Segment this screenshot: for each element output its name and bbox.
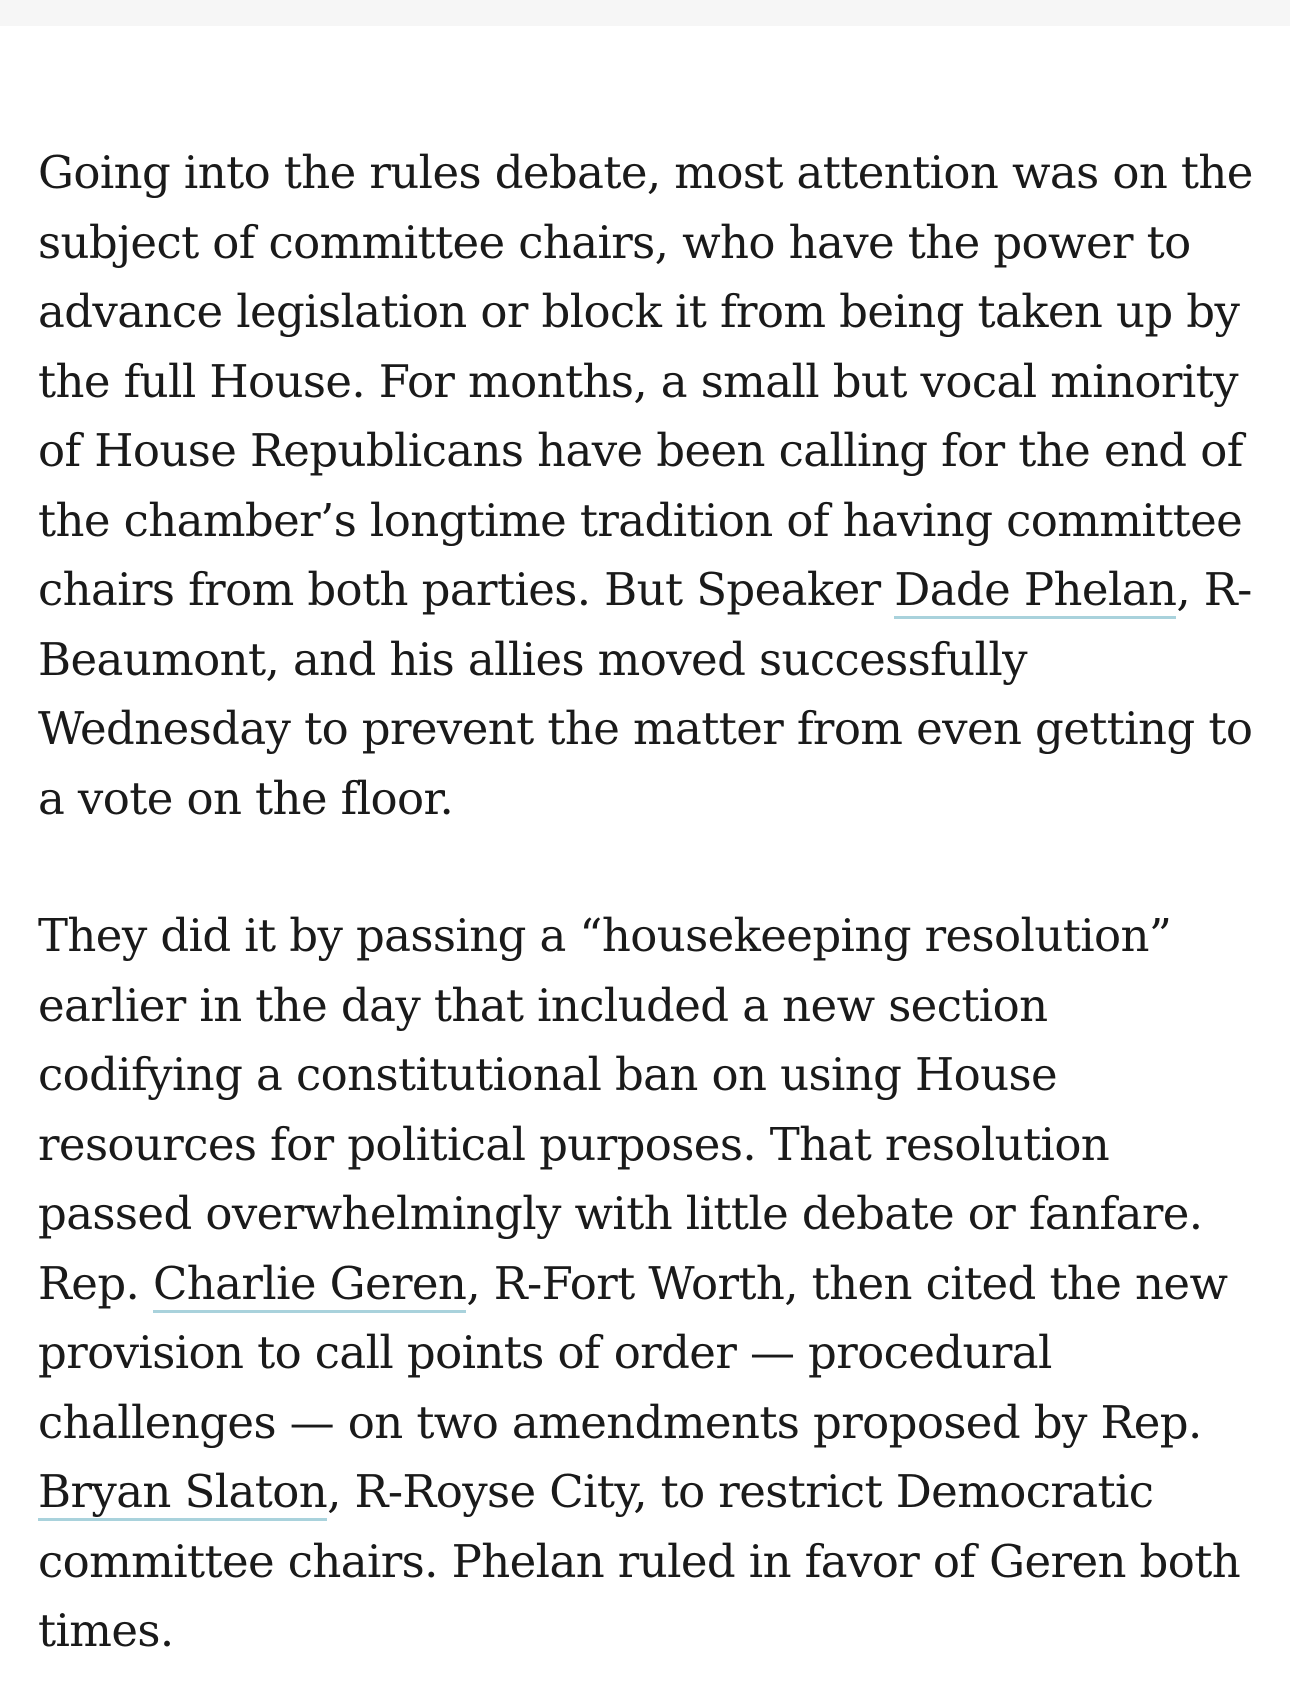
- top-bar: [0, 0, 1290, 26]
- paragraph-2-text-a: They did it by passing a “housekeeping resolution” earlier in the day that included a new section codifying a constitutional ban on using House resources for political purposes. That resolution passed overwhelmingly with little debate or fanfare. Rep.: [38, 909, 1203, 1310]
- paragraph-1-text-b: , R-Beaumont, and his allies moved successfully Wednesday to prevent the matter from even getting to a vote on the floor.: [38, 563, 1253, 825]
- paragraph-2: [38, 901, 1263, 1666]
- article-body: [38, 138, 1263, 1666]
- link-bryan-slaton[interactable]: Bryan Slaton: [38, 1465, 327, 1521]
- paragraph-2-text-c: , R-Royse City, to restrict Democratic committee chairs. Phelan ruled in favor of Geren both times.: [38, 1465, 1241, 1657]
- link-charlie-geren[interactable]: Charlie Geren: [153, 1257, 466, 1313]
- paragraph-2-text-b: , R-Fort Worth, then cited the new provision to call points of order — procedural challenges — on two amendments proposed by Rep.: [38, 1256, 1228, 1449]
- paragraph-1-text-a: Going into the rules debate, most attention was on the subject of committee chairs, who have the power to advance legislation or block it from being taken up by the full House. For months, a small but vocal minority of House Republicans have been calling for the end of the chamber’s longtime tradition of having committee chairs from both parties. But Speaker: [38, 146, 1253, 616]
- paragraph-1: [38, 138, 1263, 833]
- link-dade-phelan[interactable]: Dade Phelan: [894, 563, 1176, 619]
